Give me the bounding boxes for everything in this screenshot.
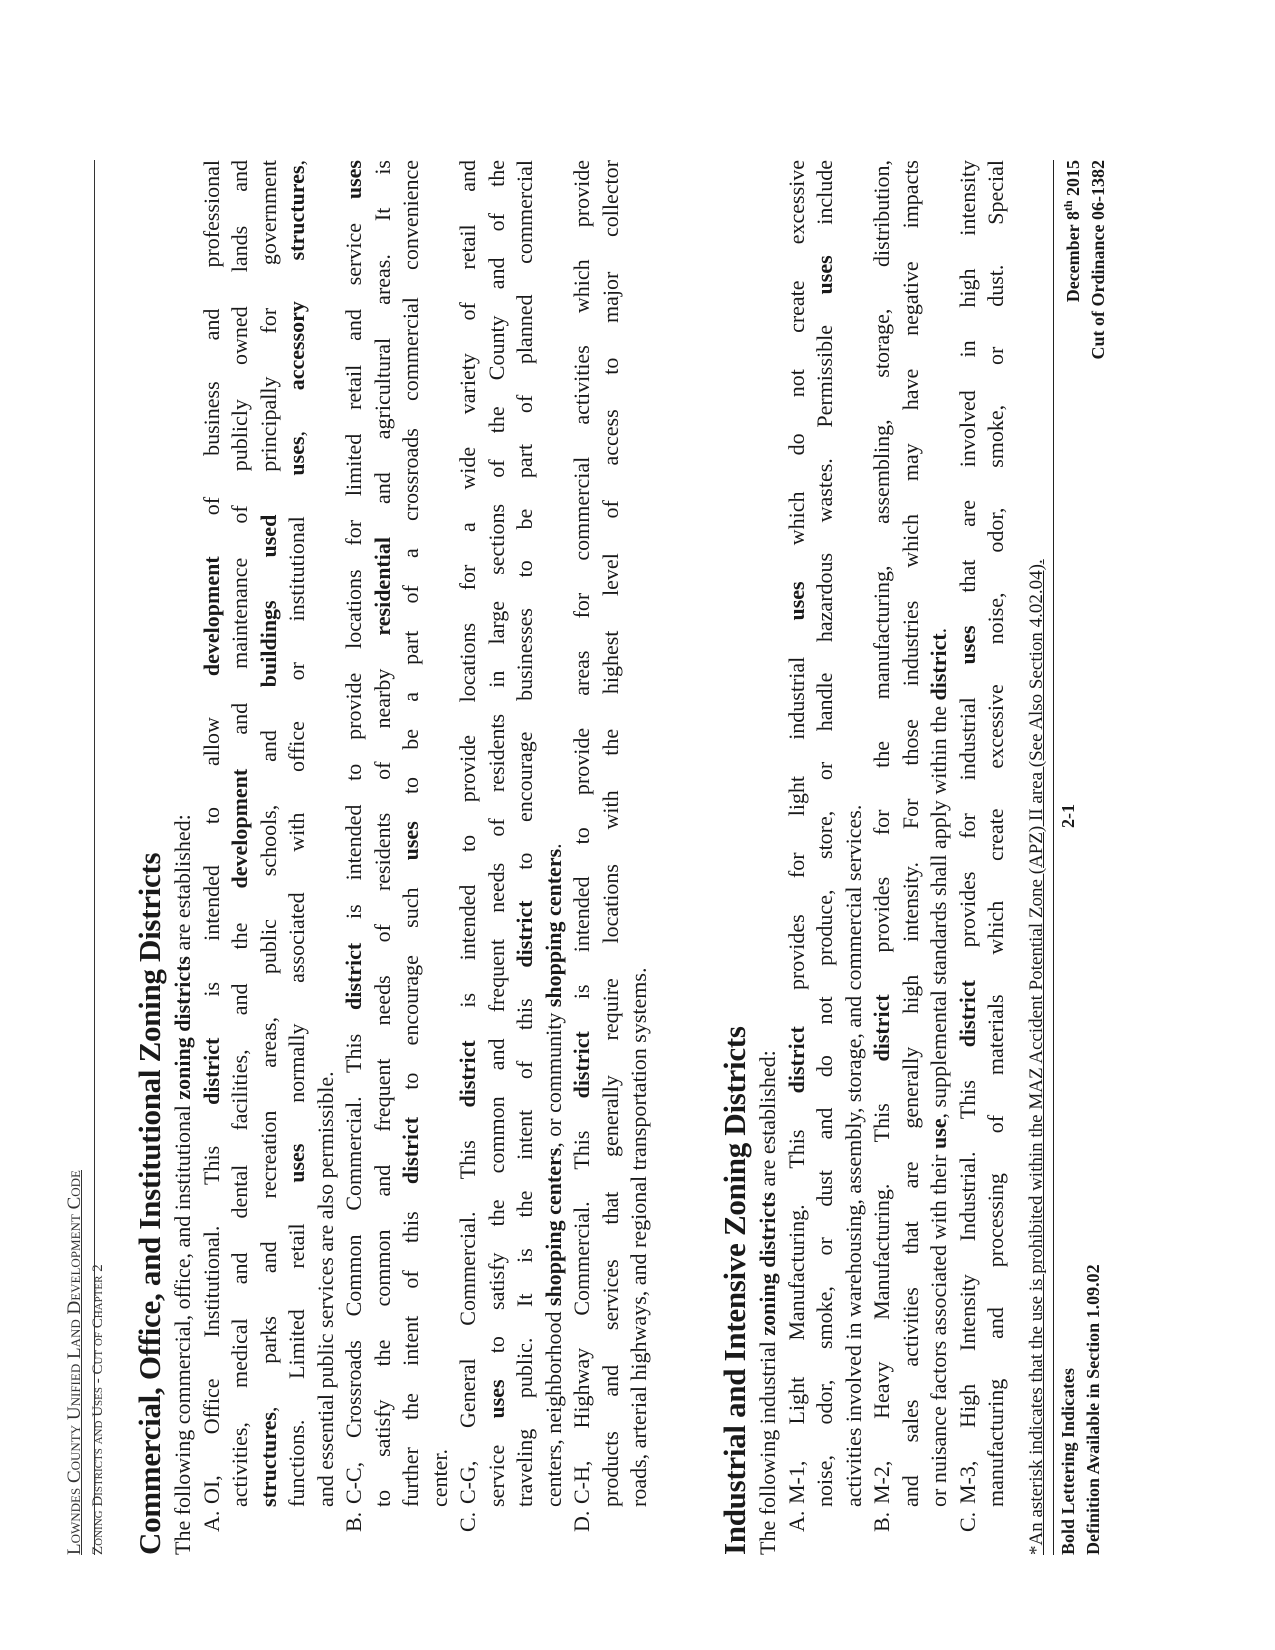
text-run: center.	[426, 1448, 452, 1507]
footer-ordinance: Cut of Ordinance 06-1382	[1088, 160, 1108, 360]
defined-term: zoning districts	[170, 956, 195, 1100]
item-letter: A.	[783, 1510, 809, 1532]
text-run: C-H, Highway Commercial. This	[569, 1098, 594, 1504]
defined-term: zoning districts	[755, 1192, 780, 1336]
defined-term: development	[227, 768, 252, 889]
defined-term: use	[926, 1118, 951, 1150]
text-run: , parks and recreation areas, public schools, and	[255, 687, 281, 1413]
defined-term: shopping centers	[540, 1147, 566, 1306]
item-letter: B.	[869, 1511, 894, 1532]
item-letter: C.	[455, 1511, 480, 1532]
text-run: ,	[284, 390, 309, 437]
paragraph-line	[369, 160, 397, 1507]
text-run: are established:	[755, 1050, 780, 1193]
defined-term: uses	[284, 1143, 309, 1183]
footer-bold-lettering: Bold Lettering Indicates	[1058, 1368, 1078, 1555]
paragraph-line	[982, 160, 1010, 1507]
paragraph-line	[511, 160, 539, 1507]
text-run: is intended to allow	[198, 676, 224, 1038]
footer-date: December 8th 2015	[1061, 160, 1083, 303]
text-run: provides for the manufacturing, assembling, storage, distribution,	[869, 160, 894, 995]
item-letter: A.	[198, 1510, 224, 1532]
text-run: OI, Office Institutional. This	[198, 1104, 224, 1504]
text-run: and sales activities that are generally high intensity. For those industries which may have negative impacts	[897, 160, 923, 1507]
text-run: which do not create excessive	[783, 159, 809, 582]
footer-definition: Definition Available in Section 1.09.02	[1083, 1264, 1103, 1555]
text-run: further the intent of this	[398, 1184, 423, 1507]
defined-term: district	[869, 994, 894, 1062]
text-run: is intended to provide locations for a wide variety of retail and	[455, 159, 480, 1041]
paragraph-line	[226, 160, 254, 1507]
defined-term: uses	[954, 625, 980, 665]
text-run: normally associated with office or institutional	[284, 475, 309, 1144]
text-run: are established:	[170, 814, 195, 956]
defined-term: structures	[255, 1412, 281, 1507]
text-run: M-3, High Intensity Industrial. This	[954, 1047, 980, 1504]
paragraph-line	[397, 160, 425, 1507]
paragraph-line	[312, 160, 340, 1507]
paragraph-line	[625, 160, 653, 1507]
paragraph-line	[840, 160, 868, 1507]
defined-term: district	[512, 900, 537, 968]
text-run: provides for industrial	[954, 664, 980, 981]
paragraph-line	[340, 160, 368, 1504]
text-run: that are involved in high intensity	[954, 160, 980, 626]
text-run: and essential public services are also permissible.	[312, 1071, 338, 1507]
defined-term: residential	[369, 537, 395, 636]
text-run: ,	[284, 159, 309, 166]
defined-term: district	[954, 980, 980, 1048]
footer-right	[1056, 160, 1111, 360]
defined-term: development	[198, 556, 224, 677]
text-run: products and services that generally require locations with the highest level of access to major collector	[597, 160, 623, 1507]
defined-term: district	[569, 1031, 594, 1099]
text-run: The following commercial, office, and institutional	[170, 1099, 195, 1555]
defined-term: district	[198, 1037, 224, 1105]
text-run: centers, neighborhood	[540, 1306, 566, 1507]
paragraph-line	[540, 160, 568, 1507]
text-run: to encourage businesses to be part of planned commercial	[512, 160, 537, 901]
text-run: M-1, Light Manufacturing. This	[783, 1093, 809, 1504]
section-intro	[169, 160, 197, 1555]
text-run: service	[483, 1418, 509, 1507]
footer-rule	[1053, 160, 1054, 1555]
text-run: The following industrial	[755, 1335, 780, 1555]
text-run: is intended to provide locations for limited retail and service	[341, 199, 366, 943]
text-run: roads, arterial highways, and regional transportation systems.	[626, 967, 651, 1507]
header-title: Lowndes County Unified Land Development Code	[64, 1170, 85, 1555]
paragraph-line	[426, 160, 454, 1507]
text-run: activities involved in warehousing, assembly, storage, and commercial services.	[840, 804, 866, 1507]
defined-term: district	[926, 633, 951, 701]
text-run: manufacturing and processing of materials which create excessive noise, odor, smoke, or dust. Special	[983, 160, 1008, 1507]
paragraph-line	[925, 160, 953, 1507]
text-run: noise, odor, smoke, or dust and do not produce, store, or handle hazardous wastes. Permissible	[812, 294, 837, 1507]
defined-term: district	[341, 942, 366, 1010]
defined-term: uses	[398, 821, 423, 861]
paragraph-line	[783, 160, 811, 1504]
text-run: of business and professional	[198, 160, 224, 557]
text-run: and agricultural areas. It is	[369, 160, 395, 538]
paragraph-line	[954, 160, 982, 1504]
defined-term: uses	[783, 581, 809, 621]
page-number: 2-1	[1058, 804, 1078, 828]
text-run: or nuisance factors associated with their	[926, 1149, 951, 1507]
defined-term: uses	[284, 436, 309, 476]
item-letter: C.	[954, 1511, 980, 1532]
paragraph-line	[868, 160, 896, 1504]
section-title: Commercial, Office, and Institutional Zoning Districts	[132, 852, 167, 1555]
text-run: activities, medical and dental facilities, and the	[227, 888, 252, 1507]
text-run: to encourage such	[398, 860, 423, 1117]
paragraph-line	[283, 160, 311, 1507]
defined-term: uses	[483, 1379, 509, 1419]
asterisk-note: *An asterisk indicates that the use is prohibited within the MAZ Accident Potential Zone (APZ) II area (See Also Section 4.02.04).	[1026, 559, 1047, 1555]
text-run: C-C, Crossroads Common Commercial. This	[341, 1009, 366, 1504]
footer-left	[1056, 1264, 1106, 1555]
text-run: , or community	[540, 1007, 566, 1148]
defined-term: district	[398, 1116, 423, 1185]
text-run: .	[926, 627, 951, 634]
defined-term: district	[783, 1026, 809, 1094]
defined-term: uses	[812, 255, 837, 295]
text-run: to satisfy the common and frequent needs of residents of nearby	[369, 635, 395, 1507]
text-run: principally for government	[255, 160, 281, 515]
defined-term: accessory structures	[284, 165, 309, 391]
paragraph-line	[897, 160, 925, 1507]
section-title: Industrial and Intensive Zoning Districts	[717, 1026, 752, 1555]
text-run: functions. Limited retail	[284, 1182, 309, 1507]
text-run: is intended to provide areas for commercial activities which provide	[569, 159, 594, 1032]
defined-term: district	[455, 1040, 480, 1108]
paragraph-line	[198, 160, 226, 1504]
text-run: to be a part of a crossroads commercial convenience	[398, 160, 423, 822]
text-run: provides for light industrial	[783, 620, 809, 1027]
item-letter: D.	[569, 1510, 594, 1532]
text-run: .	[540, 843, 566, 849]
paragraph-line	[597, 160, 625, 1507]
text-run: include	[812, 160, 837, 256]
defined-term: shopping centers	[540, 848, 566, 1008]
text-run: and maintenance of publicly owned lands and	[227, 160, 252, 769]
paragraph-line	[454, 160, 482, 1504]
text-run: to satisfy the common and frequent needs of residents in large sections of the County and of the	[483, 160, 509, 1380]
text-run: C-G, General Commercial. This	[455, 1107, 480, 1504]
paragraph-line	[811, 160, 839, 1507]
defined-term: uses	[341, 160, 366, 200]
paragraph-line	[255, 160, 283, 1507]
text-run: M-2, Heavy Manufacturing. This	[869, 1061, 894, 1504]
paragraph-line	[483, 160, 511, 1507]
section-intro	[754, 160, 782, 1555]
paragraph-line	[568, 160, 596, 1504]
text-run: traveling public. It is the intent of this	[512, 967, 537, 1507]
header-subtitle: Zoning Districts and Uses - Cut of Chapter 2	[90, 1264, 106, 1555]
item-letter: B.	[341, 1511, 366, 1532]
text-run: , supplemental standards shall apply within the	[926, 700, 951, 1119]
defined-term: buildings used	[255, 514, 281, 688]
